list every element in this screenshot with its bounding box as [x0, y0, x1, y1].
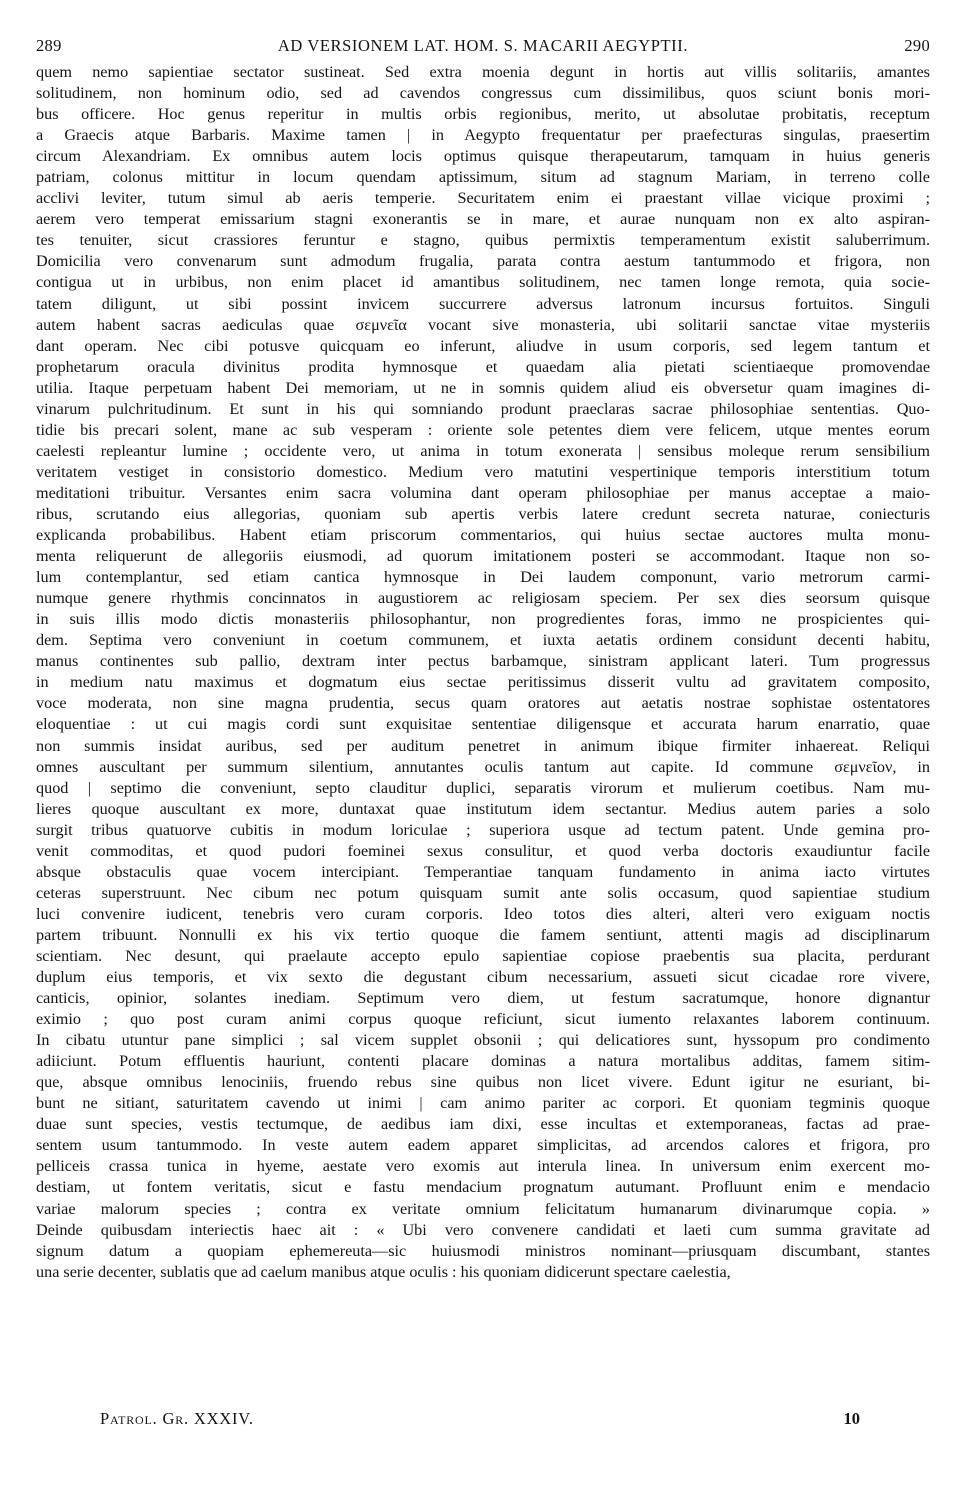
- text-line: patriam, colonus mittitur in locum quendam aptissimum, situm ad stagnum Mariam, in terreno colle: [36, 168, 930, 187]
- text-line: quem nemo sapientiae sectator sustineat. Sed extra moenia degunt in hortis aut villis solitariis, amantes: [36, 63, 930, 81]
- text-line: meditationi tribuitur. Versantes enim sacra volumina dant operam philosophiae per manus acceptae a maio-: [36, 483, 930, 502]
- text-line: absque obstaculis quae vocem intercipiant. Temperantiae tanquam fundamento in anima iacto virtutes: [36, 862, 930, 881]
- page-number-left: 289: [36, 36, 62, 55]
- text-line: omnes auscultant per summum silentium, annutantes oculis tantum aut capite. Id commune σεμνεῖον, in: [36, 757, 930, 776]
- text-line: voce moderata, non sine magna prudentia, secus quam oratores aut aetatis nostrae sophistae ostentatores: [36, 694, 930, 713]
- running-title: AD VERSIONEM LAT. HOM. S. MACARII AEGYPTII.: [277, 36, 689, 55]
- text-line: Domicilia vero convenarum sunt admodum frugalia, parata contra aestum tantummodo et frigora, non: [36, 252, 930, 271]
- text-line: pelliceis crassa tunica in hyeme, aestate vero exomis aut interula linea. In universum enim exercent mo-: [36, 1157, 930, 1176]
- text-line: autem habent sacras aediculas quae σεμνεῖα vocant sive monasteria, ubi solitarii sanctae vitae mysteriis: [36, 315, 930, 334]
- running-header: [36, 36, 930, 58]
- text-line: eximio ; quo post curam animi corpus quoque reficiunt, sicut iumento relaxantes laborem continuum.: [36, 1010, 930, 1029]
- text-line: lieres quoque auscultant ex more, duntaxat quae institutum idem sectantur. Medius autem paries a solo: [36, 799, 930, 818]
- page-footer: [100, 1409, 860, 1431]
- text-line: In cibatu utuntur pane simplici ; sal vicem supplet obsonii ; qui delicatiores sunt, hyssopum pro condimento: [36, 1031, 930, 1050]
- text-line: tatem diligunt, ut sibi possint invicem succurrere adversus latronum incursus fortuitos. Singuli: [36, 294, 930, 313]
- text-line: Deinde quibusdam interiectis haec ait : « Ubi vero convenere candidati et laeti cum summa gravitate ad: [36, 1220, 930, 1239]
- text-line: bus officere. Hoc genus reperitur in multis orbis regionibus, merito, ut absolutae probitatis, receptum: [36, 105, 930, 124]
- text-line: eloquentiae : ut cui magis cordi sunt exquisitae sententiae diligensque et accurata harum enarratio, quae: [36, 715, 930, 734]
- text-line: scientiam. Nec desunt, qui praelaute accepto epulo sapientiae copiose praebentis sua placita, perdurant: [36, 946, 930, 965]
- text-line: non summis insidat auribus, sed per auditum penetret in animum ibique firmiter inhaereat. Reliqui: [36, 736, 930, 755]
- text-line: partem tribuunt. Nonnulli ex his vix tertio quoque die famem sentiunt, attenti magis ad disciplinarum: [36, 925, 930, 944]
- text-line: venit commoditas, et quod pudori foeminei sexus consulitur, et quod verba doctoris exaudiuntur facile: [36, 841, 930, 860]
- text-line: in suis illis modo dictis monasteriis philosophantur, non progredientes foras, immo ne prospicientes qui-: [36, 610, 930, 629]
- text-line: adiiciunt. Potum effluentis hauriunt, contenti placare dominas a natura mortalibus additas, famem sitim-: [36, 1052, 930, 1071]
- text-line: dant operam. Nec cibi potusve quicquam eo inferunt, aliudve in usum corporis, sed legem tantum et: [36, 336, 930, 355]
- text-line: una serie decenter, sublatis que ad caelum manibus atque oculis : his quoniam didicerunt spectare caelestia,: [36, 1262, 731, 1281]
- body-text: [36, 62, 930, 1283]
- text-line: sentem usum tantummodo. In veste autem eadem apparet simplicitas, ad arcendos calores et frigora, pro: [36, 1136, 930, 1155]
- text-line: a Graecis atque Barbaris. Maxime tamen | in Aegypto frequentatur per praefecturas singulas, praesertim: [36, 126, 930, 145]
- text-line: duplum eius temporis, et vix sexto die degustant cibum necessarium, assueti sicut cicadae rore vivere,: [36, 968, 930, 987]
- text-line: ribus, scrutando eius allegorias, quoniam sub apertis verbis latere credunt secreta naturae, coniecturis: [36, 504, 930, 523]
- text-line: solitudinem, non hominum odio, sed ad cavendos congressus cum dissimilibus, quos sciunt bonis mori-: [36, 84, 930, 103]
- text-line: caelesti repleantur lumine ; occidente vero, ut anima in totum exonerata | sensibus moleque rerum sensibilium: [36, 441, 930, 460]
- text-line: veritatem vestiget in consistorio domestico. Medium vero matutini vespertinique temporis interstitium totum: [36, 462, 930, 481]
- text-line: numque genere rhythmis concinnatos in augustiorem ac religiosam speciem. Per sex dies seorsum quisque: [36, 589, 930, 608]
- text-line: canticis, opinior, solantes inediam. Septimum vero diem, ut festum sacratumque, honore dignantur: [36, 989, 930, 1008]
- text-line: tes tenuiter, sicut crassiores feruntur e stagno, quibus permixtis temperamentum existit saluberrimum.: [36, 231, 930, 250]
- text-line: que, absque omnibus lenociniis, fruendo rebus sine quibus non licet vivere. Edunt igitur ne esuriant, bi-: [36, 1073, 930, 1092]
- text-line: lum contemplantur, sed etiam cantica hymnosque in Dei laudem componunt, vario metrorum carmi-: [36, 568, 930, 587]
- page-number-right: 290: [904, 36, 930, 55]
- text-line: duae sunt species, vestis tectumque, de aedibus iam dixi, esse incultas et extemporaneas, factas ad prae-: [36, 1115, 930, 1134]
- text-line: quod | septimo die conveniunt, septo clauditur duplici, separatis virorum et mulierum coetibus. Nam mu-: [36, 778, 930, 797]
- text-line: aerem vero temperat emissarium stagni exonerantis se in mare, et aurae nunquam non ex alto aspiran-: [36, 210, 930, 229]
- text-line: variae malorum species ; contra ex veritate omnium felicitatum humanarum divinarumque copia. »: [36, 1199, 930, 1218]
- text-line: dem. Septima vero conveniunt in coetum communem, et iuxta aetatis ordinem considunt decenti habitu,: [36, 631, 930, 650]
- text-line: contigua ut in urbibus, non enim placet id amantibus solitudinem, nec tamen longe remota, quia socie-: [36, 273, 930, 292]
- text-line: luci convenire iudicent, tenebris vero curam corporis. Ideo totos dies alteri, alteri vero exiguam noctis: [36, 904, 930, 923]
- text-line: explicanda probabilibus. Habent etiam priscorum commentarios, qui huius sectae auctores multa monu-: [36, 526, 930, 545]
- text-line: ceteras superstruunt. Nec cibum nec potum quisquam sumit ante solis occasum, quod sapientiae studium: [36, 883, 930, 902]
- text-line: acclivi leviter, tutum simul ab aeris temperie. Securitatem enim ei praestant villae vicique proximi ;: [36, 189, 930, 208]
- text-line: utilia. Itaque perpetuam habent Dei memoriam, ut ne in somnis quidem aliud eis obversetur quam imagines di-: [36, 378, 930, 397]
- signature-mark: 10: [843, 1409, 860, 1428]
- text-line: circum Alexandriam. Ex omnibus autem locis optimus quisque therapeutarum, tamquam in huius generis: [36, 147, 930, 166]
- text-line: bunt ne sitiant, saturitatem cavendo ut inimi | cam animo pariter ac corpori. Et quoniam tegminis quoque: [36, 1094, 930, 1113]
- text-line: tidie bis precari solent, mane ac sub vesperam : oriente sole petentes diem vere felicem, utque mentes eorum: [36, 420, 930, 439]
- text-line: vinarum pulchritudinum. Et sunt in his qui somniando produnt praeclaras sacrae philosophiae sententias. Quo-: [36, 399, 930, 418]
- text-line: manus continentes sub pallio, dextram inter pectus barbamque, sinistram applicant lateri. Tum progressus: [36, 652, 930, 671]
- text-line: surgit tribus quatuorve cubitis in modum loriculae ; superiora usque ad tectum patent. Unde gemina pro-: [36, 820, 930, 839]
- text-line: in medium natu maximus et dogmatum eius sectae peritissimus disserit vultu ad gravitatem composito,: [36, 673, 930, 692]
- text-line: menta reliquerunt de allegoriis eiusmodi, ad quorum imitationem posteri se accommodant. Itaque non so-: [36, 547, 930, 566]
- text-line: destiam, ut fontem veritatis, sicut e fastu mendacium prognatum autumant. Profluunt enim e mendacio: [36, 1178, 930, 1197]
- text-line: prophetarum oracula divinitus prodita hymnosque et quaedam alia pietati scientiaeque promovendae: [36, 357, 930, 376]
- text-line: signum datum a quopiam ephemereuta—sic huiusmodi ministros nominant—priusquam discumbant, stantes: [36, 1241, 930, 1260]
- series-reference: Patrol. Gr. XXXIV.: [100, 1409, 254, 1428]
